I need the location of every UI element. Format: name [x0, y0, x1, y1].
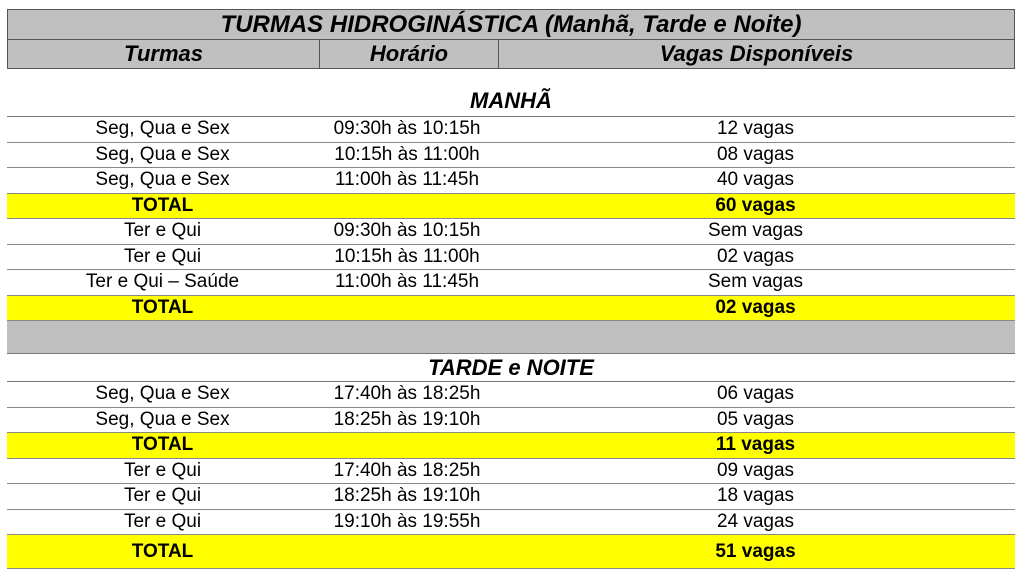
cell-horario: 11:00h às 11:45h [334, 271, 480, 293]
cell-total-label: TOTAL [131, 296, 194, 318]
cell-vagas: 05 vagas [716, 408, 795, 430]
table-row [7, 270, 1015, 296]
cell-horario: 17:40h às 18:25h [333, 459, 481, 481]
table-row [7, 459, 1015, 485]
cell-turma: Ter e Qui [123, 485, 202, 507]
cell-vagas: Sem vagas [707, 271, 804, 293]
cell-vagas: 06 vagas [716, 383, 795, 405]
cell-total-vagas: 02 vagas [715, 296, 796, 318]
table-row [7, 117, 1015, 143]
cell-vagas: Sem vagas [707, 220, 804, 242]
section-tarde-noite: TARDE e NOITE [7, 354, 1015, 382]
cell-total-label: TOTAL [131, 434, 194, 456]
cell-turma: Seg, Qua e Sex [95, 169, 230, 191]
section-manha: MANHÃ [7, 69, 1015, 117]
cell-turma: Ter e Qui – Saúde [85, 271, 240, 293]
table-row [7, 219, 1015, 245]
section-divider [7, 321, 1015, 354]
cell-turma: Seg, Qua e Sex [95, 383, 230, 405]
cell-total-vagas: 60 vagas [715, 194, 796, 216]
table-row [7, 245, 1015, 271]
header-vagas: Vagas Disponíveis [659, 41, 854, 66]
cell-vagas: 09 vagas [716, 459, 795, 481]
table-row [7, 168, 1015, 194]
cell-horario: 18:25h às 19:10h [333, 408, 481, 430]
total-row [7, 433, 1015, 459]
cell-turma: Ter e Qui [123, 459, 202, 481]
cell-total-vagas: 51 vagas [715, 540, 796, 562]
table-row [7, 510, 1015, 536]
table-row [7, 408, 1015, 434]
cell-horario: 19:10h às 19:55h [333, 510, 481, 532]
cell-total-label: TOTAL [131, 540, 194, 562]
cell-turma: Ter e Qui [123, 510, 202, 532]
cell-vagas: 40 vagas [716, 169, 795, 191]
cell-turma: Seg, Qua e Sex [95, 118, 230, 140]
cell-horario: 11:00h às 11:45h [334, 169, 480, 191]
header-row [7, 40, 1015, 69]
header-turmas: Turmas [8, 40, 320, 68]
header-horario: Horário [320, 40, 499, 68]
cell-horario: 10:15h às 11:00h [334, 245, 480, 267]
cell-total-label: TOTAL [131, 194, 194, 216]
total-row [7, 535, 1015, 569]
schedule-table [7, 9, 1015, 569]
total-row [7, 296, 1015, 322]
cell-horario: 09:30h às 10:15h [333, 220, 481, 242]
cell-vagas: 12 vagas [716, 118, 795, 140]
cell-turma: Ter e Qui [123, 220, 202, 242]
table-row [7, 484, 1015, 510]
cell-vagas: 08 vagas [716, 143, 795, 165]
table-row [7, 382, 1015, 408]
total-row [7, 194, 1015, 220]
table-title: TURMAS HIDROGINÁSTICA (Manhã, Tarde e Noite) [7, 9, 1015, 40]
cell-turma: Seg, Qua e Sex [95, 408, 230, 430]
cell-vagas: 24 vagas [716, 510, 795, 532]
cell-vagas: 02 vagas [716, 245, 795, 267]
cell-vagas: 18 vagas [716, 485, 795, 507]
table-row [7, 143, 1015, 169]
cell-horario: 10:15h às 11:00h [334, 143, 480, 165]
cell-horario: 09:30h às 10:15h [333, 118, 481, 140]
cell-turma: Seg, Qua e Sex [95, 143, 230, 165]
cell-horario: 17:40h às 18:25h [333, 383, 481, 405]
cell-horario: 18:25h às 19:10h [333, 485, 481, 507]
cell-turma: Ter e Qui [123, 245, 202, 267]
cell-total-vagas: 11 vagas [715, 434, 796, 456]
